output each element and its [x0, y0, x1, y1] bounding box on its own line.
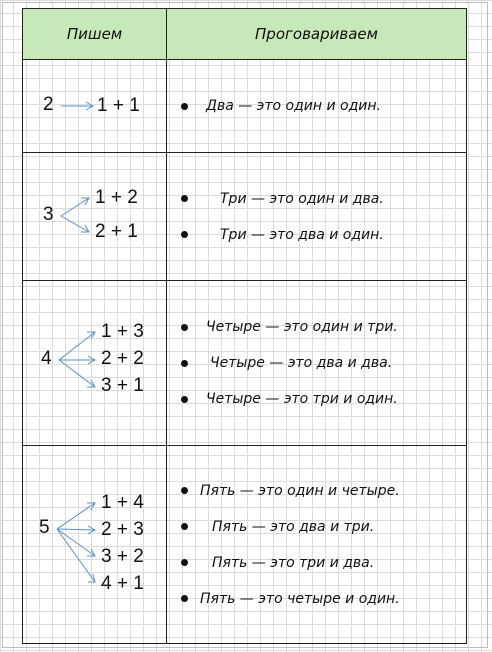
- number-value: 2: [43, 94, 54, 115]
- table-row: [23, 153, 467, 281]
- number-value: 4: [41, 348, 52, 369]
- decomposition-diagram: [23, 446, 167, 643]
- phrase-list: [167, 98, 466, 114]
- phrase-text: Три — это один и два.: [220, 190, 384, 207]
- header-write: Пишем: [23, 9, 167, 60]
- expression: 3 + 2: [101, 546, 144, 567]
- say-cell: [167, 60, 467, 153]
- bullet-icon: [181, 360, 188, 367]
- expression: 1 + 3: [101, 321, 144, 342]
- list-item: [181, 509, 466, 545]
- list-item: [181, 473, 466, 509]
- table-row: [23, 281, 467, 446]
- arrow-line: [57, 503, 95, 529]
- phrase-text: Пять — это четыре и один.: [200, 590, 400, 607]
- phrase-text: Четыре — это три и один.: [206, 391, 398, 407]
- number-value: 5: [39, 517, 50, 538]
- expression: 2 + 2: [101, 348, 144, 369]
- decomposition-diagram: [23, 153, 167, 280]
- expression: 2 + 3: [101, 519, 144, 540]
- phrase-list: [167, 473, 466, 617]
- decomposition-diagram: [23, 281, 167, 445]
- table-row: [23, 60, 467, 153]
- list-item: [181, 381, 466, 417]
- decomposition-diagram: [23, 60, 167, 152]
- phrase-text: Три — это два и один.: [220, 226, 384, 243]
- phrase-text: Четыре — это два и два.: [210, 355, 393, 371]
- arrow-line: [57, 529, 95, 530]
- say-cell: [167, 281, 467, 446]
- phrase-text: Четыре — это один и три.: [206, 319, 398, 335]
- write-cell: [23, 446, 167, 644]
- expression: 1 + 1: [97, 95, 140, 116]
- header-say: Проговариваем: [167, 9, 467, 60]
- header-row: [23, 9, 467, 60]
- say-cell: [167, 446, 467, 644]
- list-item: [181, 98, 466, 114]
- table-row: [23, 446, 467, 644]
- bullet-icon: [181, 231, 188, 238]
- expression: 1 + 4: [101, 492, 144, 513]
- phrase-list: [167, 181, 466, 253]
- bullet-icon: [181, 487, 188, 494]
- write-cell: [23, 60, 167, 153]
- bullet-icon: [181, 595, 188, 602]
- number-composition-table: [22, 8, 466, 642]
- list-item: [181, 309, 466, 345]
- bullet-icon: [181, 559, 188, 566]
- bullet-icon: [181, 103, 188, 110]
- write-cell: [23, 281, 167, 446]
- table: [22, 8, 467, 644]
- arrows-svg: [23, 446, 167, 643]
- say-cell: [167, 153, 467, 281]
- arrow-line: [61, 216, 89, 232]
- phrase-list: [167, 309, 466, 417]
- bullet-icon: [181, 195, 188, 202]
- arrow-line: [59, 360, 95, 387]
- arrow-line: [59, 332, 95, 360]
- list-item: [181, 581, 466, 617]
- list-item: [181, 345, 466, 381]
- arrow-line: [61, 198, 89, 216]
- number-value: 3: [43, 204, 54, 225]
- bullet-icon: [181, 396, 188, 403]
- list-item: [181, 217, 466, 253]
- phrase-text: Пять — это один и четыре.: [200, 482, 400, 499]
- phrase-text: Два — это один и один.: [206, 98, 381, 114]
- list-item: [181, 545, 466, 581]
- expression: 1 + 2: [95, 187, 138, 208]
- write-cell: [23, 153, 167, 281]
- phrase-text: Пять — это два и три.: [212, 518, 375, 535]
- expression: 2 + 1: [95, 221, 138, 242]
- bullet-icon: [181, 523, 188, 530]
- phrase-text: Пять — это три и два.: [212, 554, 375, 571]
- list-item: [181, 181, 466, 217]
- bullet-icon: [181, 324, 188, 331]
- expression: 4 + 1: [101, 573, 144, 594]
- expression: 3 + 1: [101, 375, 144, 396]
